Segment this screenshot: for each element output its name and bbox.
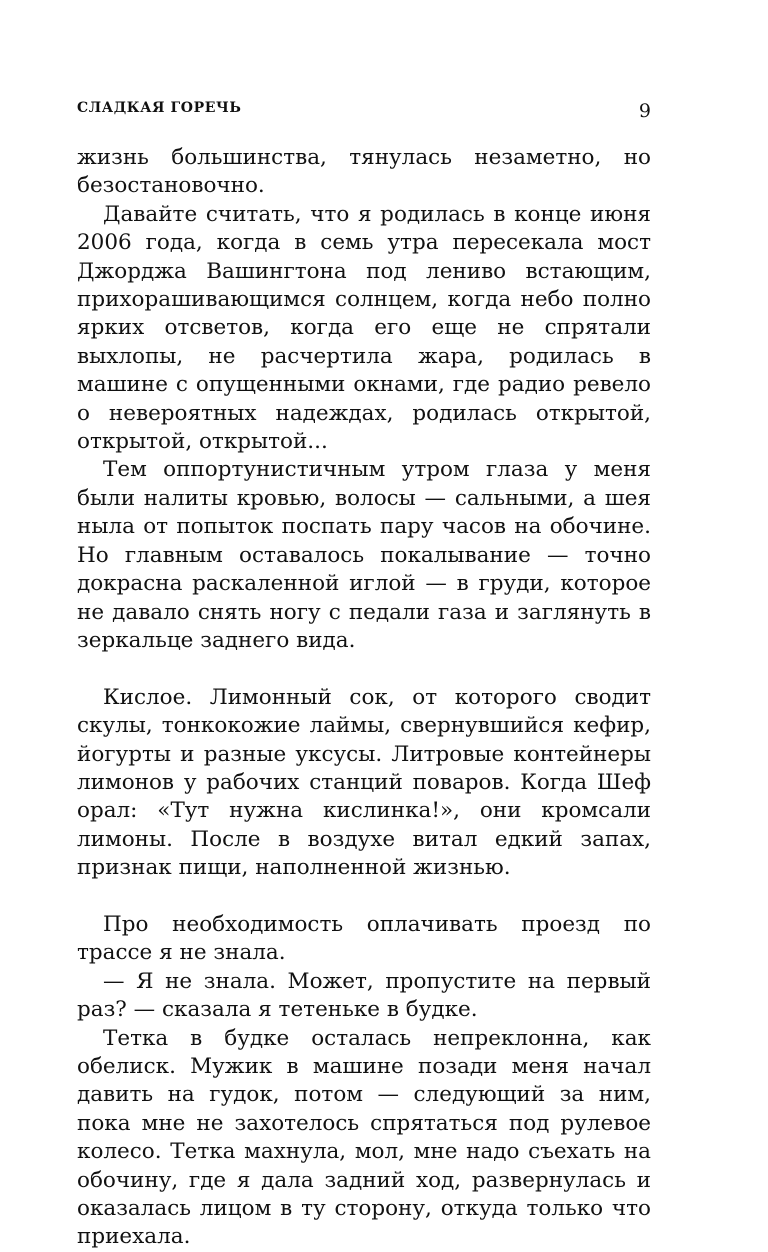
paragraph: жизнь большинства, тянулась незаметно, но безостановочно.: [77, 145, 651, 199]
book-page: [77, 96, 651, 1252]
paragraph: Тетка в будке осталась непреклонна, как обелиск. Мужик в машине позади меня начал давить на гудок, потом — следующий за ним, пока мне не захотелось спрятаться под рулевое колесо. Тетка махнула, мол, мне надо съехать на обочину, где я дала задний ход, развернулась и оказалась лицом в ту сторону, откуда только что приехала.: [77, 1025, 651, 1250]
running-title: СЛАДКАЯ ГОРЕЧЬ: [77, 100, 242, 116]
page-number: 9: [638, 100, 651, 122]
paragraph: Давайте считать, что я родилась в конце июня 2006 года, когда в семь утра пересекала мост Джорджа Вашингтона под лениво встающим, прихорашивающимся солнцем, когда небо полно ярких отсветов, когда его еще не спрятали выхлопы, не расчертила жара, родилась в машине с опущенными окнами, где радио ревело о невероятных надеждах, родилась открытой, открытой, открытой...: [77, 201, 651, 455]
body-text: [77, 144, 651, 1252]
running-header: [77, 96, 651, 126]
paragraph: Про необходимость оплачивать проезд по трассе я не знала.: [77, 911, 651, 966]
paragraph: Кислое. Лимонный сок, от которого сводит скулы, тонкокожие лаймы, свернувшийся кефир, йогурты и разные уксусы. Литровые контейнеры лимонов у рабочих станций поваров. Когда Шеф орал: «Тут нужна кислинка!», они кромсали лимоны. После в воздухе витал едкий запах, признак пищи, наполненной жизнью.: [77, 684, 651, 881]
paragraph: Тем оппортунистичным утром глаза у меня были налиты кровью, волосы — сальными, а шея ныла от попыток поспать пару часов на обочине. Но главным оставалось покалывание — точно докрасна раскаленной иглой — в груди, которое не давало снять ногу с педали газа и заглянуть в зеркальце заднего вида.: [77, 457, 651, 653]
paragraph: — Я не знала. Может, пропустите на первый раз? — сказала я тетеньке в будке.: [77, 968, 651, 1023]
